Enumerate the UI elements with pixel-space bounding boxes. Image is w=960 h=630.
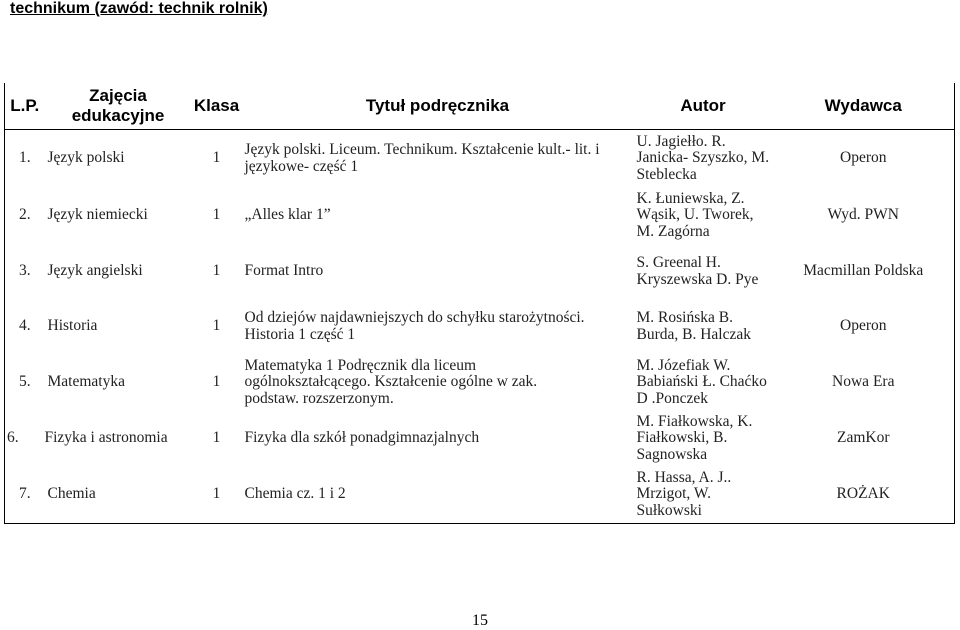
row-title: „Alles klar 1” xyxy=(244,206,331,224)
header-author: Autor xyxy=(634,83,773,130)
header-lp: L.P. xyxy=(5,83,45,130)
table-row xyxy=(5,187,955,244)
textbook-table xyxy=(4,83,955,524)
header-title: Tytuł podręcznika xyxy=(242,83,634,130)
row-grade: 1 xyxy=(212,262,221,280)
row-grade: 1 xyxy=(212,485,221,503)
row-publisher: Macmillan Poldska xyxy=(803,262,924,280)
row-author: M. Józefiak W. Babiański Ł. Chaćko D .Ponczek xyxy=(636,356,767,407)
row-lp: 6. xyxy=(7,429,19,447)
row-lp: 1. xyxy=(19,149,31,167)
header-grade: Klasa xyxy=(192,83,242,130)
row-subject: Historia xyxy=(47,317,98,335)
table-row xyxy=(5,411,955,466)
row-title: Język polski. Liceum. Technikum. Kształcenie kult.- lit. i językowe- część 1 xyxy=(244,141,600,175)
table-row xyxy=(5,244,955,299)
table-row xyxy=(5,299,955,354)
row-author: M. Fiałkowska, K. Fiałkowski, B. Sagnowska xyxy=(636,412,753,463)
row-publisher: Nowa Era xyxy=(832,373,895,391)
row-lp: 5. xyxy=(19,373,31,391)
row-title: Od dziejów najdawniejszych do schyłku starożytności. Historia 1 część 1 xyxy=(244,309,585,343)
row-grade: 1 xyxy=(212,149,221,167)
table-row xyxy=(5,466,955,524)
row-subject: Język polski xyxy=(47,149,125,167)
row-grade: 1 xyxy=(212,206,221,224)
row-lp: 3. xyxy=(19,262,31,280)
row-author: S. Greenal H. Kryszewska D. Pye xyxy=(636,254,759,288)
row-author: K. Łuniewska, Z. Wąsik, U. Tworek, M. Zagórna xyxy=(636,189,754,240)
table-row xyxy=(5,130,955,188)
row-author: R. Hassa, A. J.. Mrzigot, W. Sułkowski xyxy=(636,468,732,519)
row-lp: 4. xyxy=(19,317,31,335)
row-title: Matematyka 1 Podręcznik dla liceum ogólnokształcącego. Kształcenie ogólne w zak. podstaw. rozszerzonym. xyxy=(244,356,538,407)
row-lp: 7. xyxy=(19,485,31,503)
row-grade: 1 xyxy=(212,429,221,447)
row-publisher: Wyd. PWN xyxy=(827,206,899,224)
row-grade: 1 xyxy=(212,317,221,335)
row-subject: Język niemiecki xyxy=(47,206,148,224)
row-subject: Chemia xyxy=(47,485,96,503)
page-heading: technikum (zawód: technik rolnik) xyxy=(10,0,268,17)
row-subject: Matematyka xyxy=(47,373,125,391)
row-publisher: ROŻAK xyxy=(836,485,890,503)
row-subject: Fizyka i astronomia xyxy=(44,429,168,447)
row-author: M. Rosińska B. Burda, B. Halczak xyxy=(636,309,751,343)
row-subject: Język angielski xyxy=(47,262,143,280)
row-publisher: Operon xyxy=(840,149,887,167)
table-header-row xyxy=(5,83,955,130)
row-title: Chemia cz. 1 i 2 xyxy=(244,485,346,503)
row-grade: 1 xyxy=(212,373,221,391)
row-title: Fizyka dla szkół ponadgimnazjalnych xyxy=(244,429,480,447)
row-lp: 2. xyxy=(19,206,31,224)
table-row xyxy=(5,354,955,411)
row-publisher: Operon xyxy=(840,317,887,335)
row-author: U. Jagiełło. R. Janicka- Szyszko, M. Steblecka xyxy=(636,132,770,183)
header-subject: Zajęcia edukacyjne xyxy=(45,83,192,130)
header-publisher: Wydawca xyxy=(773,83,955,130)
page-number: 15 xyxy=(472,612,488,629)
row-publisher: ZamKor xyxy=(836,429,890,447)
row-title: Format Intro xyxy=(244,262,324,280)
